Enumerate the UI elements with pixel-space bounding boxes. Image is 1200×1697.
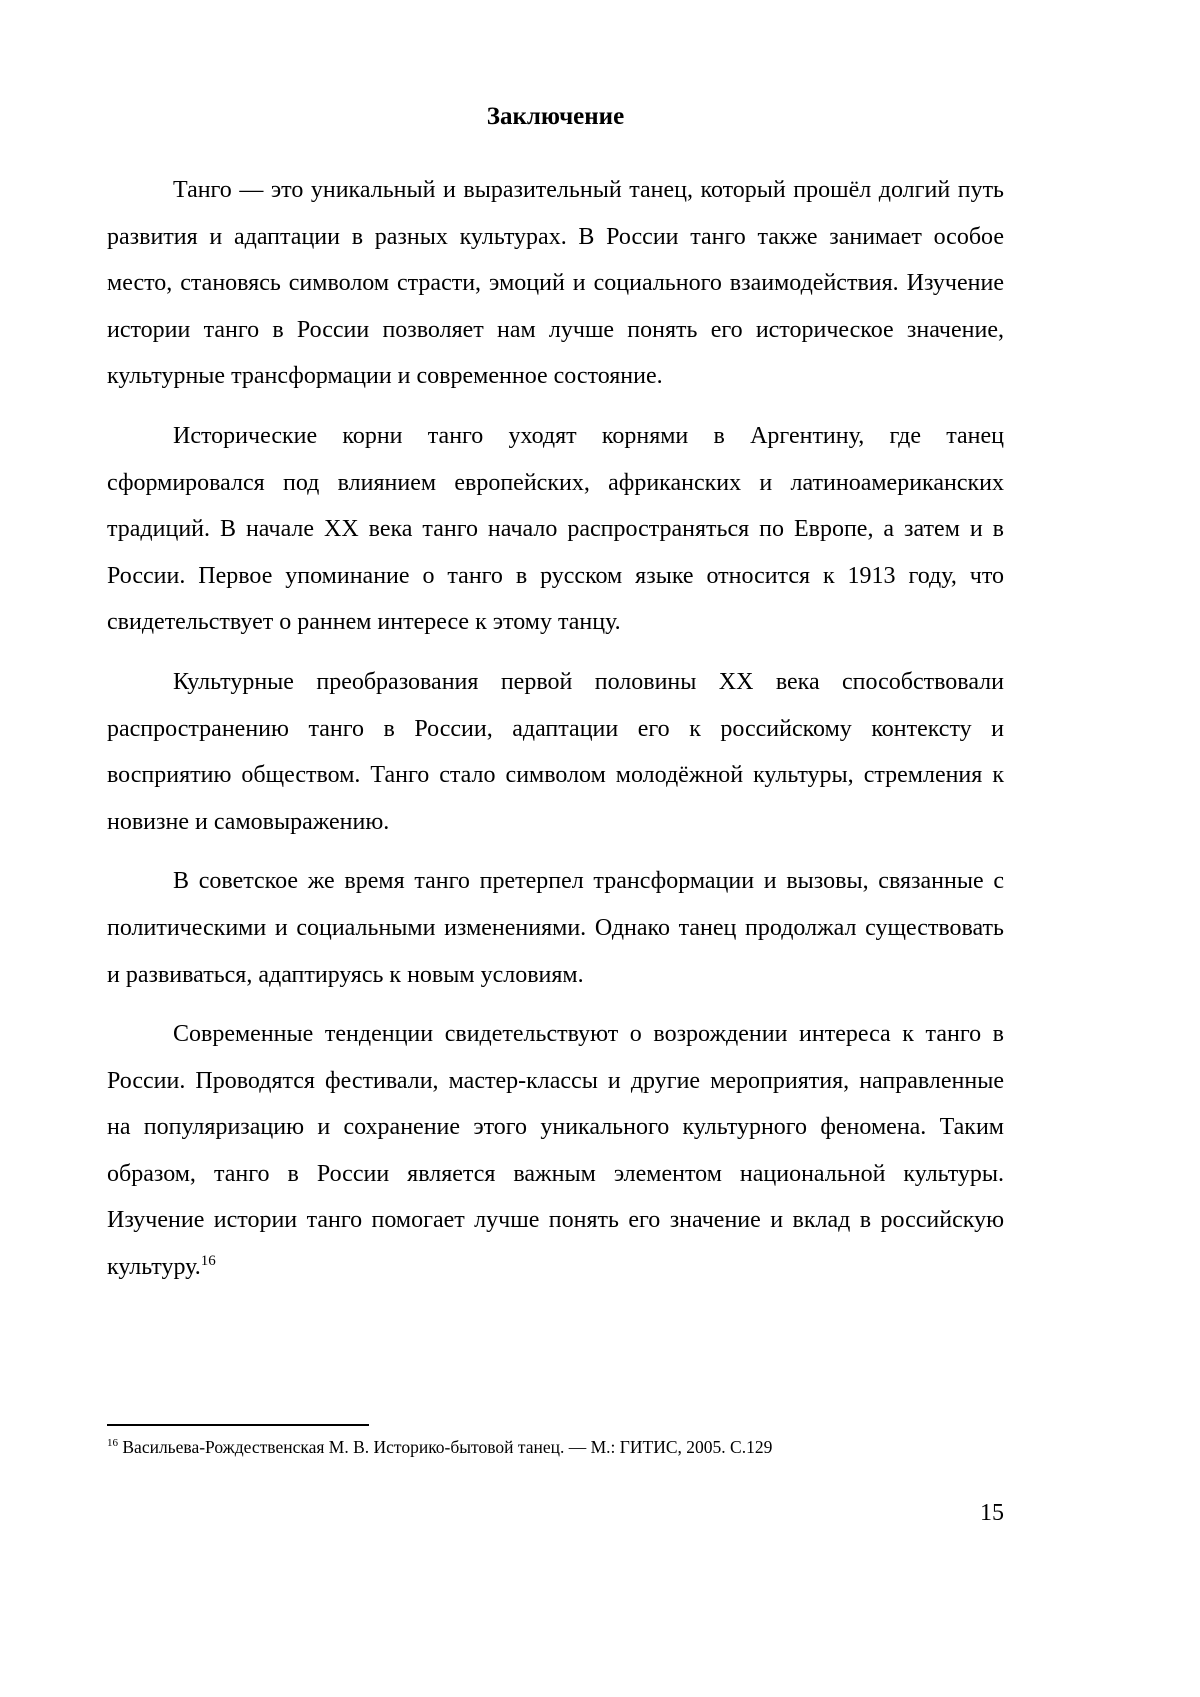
paragraph [107,167,1004,400]
paragraph-text: Исторические корни танго уходят корнями в Аргентину, где танец сформировался под влиянием европейских, африканских и латиноамериканских традиций. В начале XX века танго начало распространяться по Европе, а затем и в России. Первое упоминание о танго в русском языке относится к 1913 году, что свидетельствует о раннем интересе к этому танцу. [107,422,1004,636]
paragraph [107,858,1004,998]
page-title: Заключение [486,103,625,130]
footnote-reference: 16 [200,1253,216,1270]
document-body [107,167,1004,1291]
footnote-text: Васильева-Рождественская М. В. Историко-бытовой танец. — М.: ГИТИС, 2005. С.129 [122,1437,773,1457]
footnote-marker: 16 [107,1437,118,1450]
paragraph-text: Культурные преобразования первой половины XX века способствовали распространению танго в России, адаптации его к российскому контексту и восприятию обществом. Танго стало символом молодёжной культуры, стремления к новизне и самовыражению. [107,668,1004,835]
paragraph [107,413,1004,646]
text-column [107,0,1004,1291]
footnote-area [107,1424,1004,1459]
paragraph-text: Современные тенденции свидетельствуют о возрождении интереса к танго в России. Проводятся фестивали, мастер-классы и другие мероприятия, направленные на популяризацию и сохранение этого уникального культурного феномена. Таким образом, танго в России является важным элементом национальной культуры. Изучение истории танго помогает лучше понять его значение и вклад в российскую культуру. [107,1021,1004,1281]
page-number: 15 [980,1500,1004,1526]
footnote-separator [107,1424,369,1426]
paragraph-text: Танго — это уникальный и выразительный танец, который прошёл долгий путь развития и адаптации в разных культурах. В России танго также занимает особое место, становясь символом страсти, эмоций и социального взаимодействия. Изучение истории танго в России позволяет нам лучше понять его историческое значение, культурные трансформации и современное состояние. [107,177,1004,390]
paragraph [107,659,1004,845]
paragraph [107,1011,1004,1291]
paragraph-text: В советское же время танго претерпел трансформации и вызовы, связанные с политическими и социальными изменениями. Однако танец продолжал существовать и развиваться, адаптируясь к новым условиям. [107,868,1004,988]
footnote [107,1435,1004,1459]
